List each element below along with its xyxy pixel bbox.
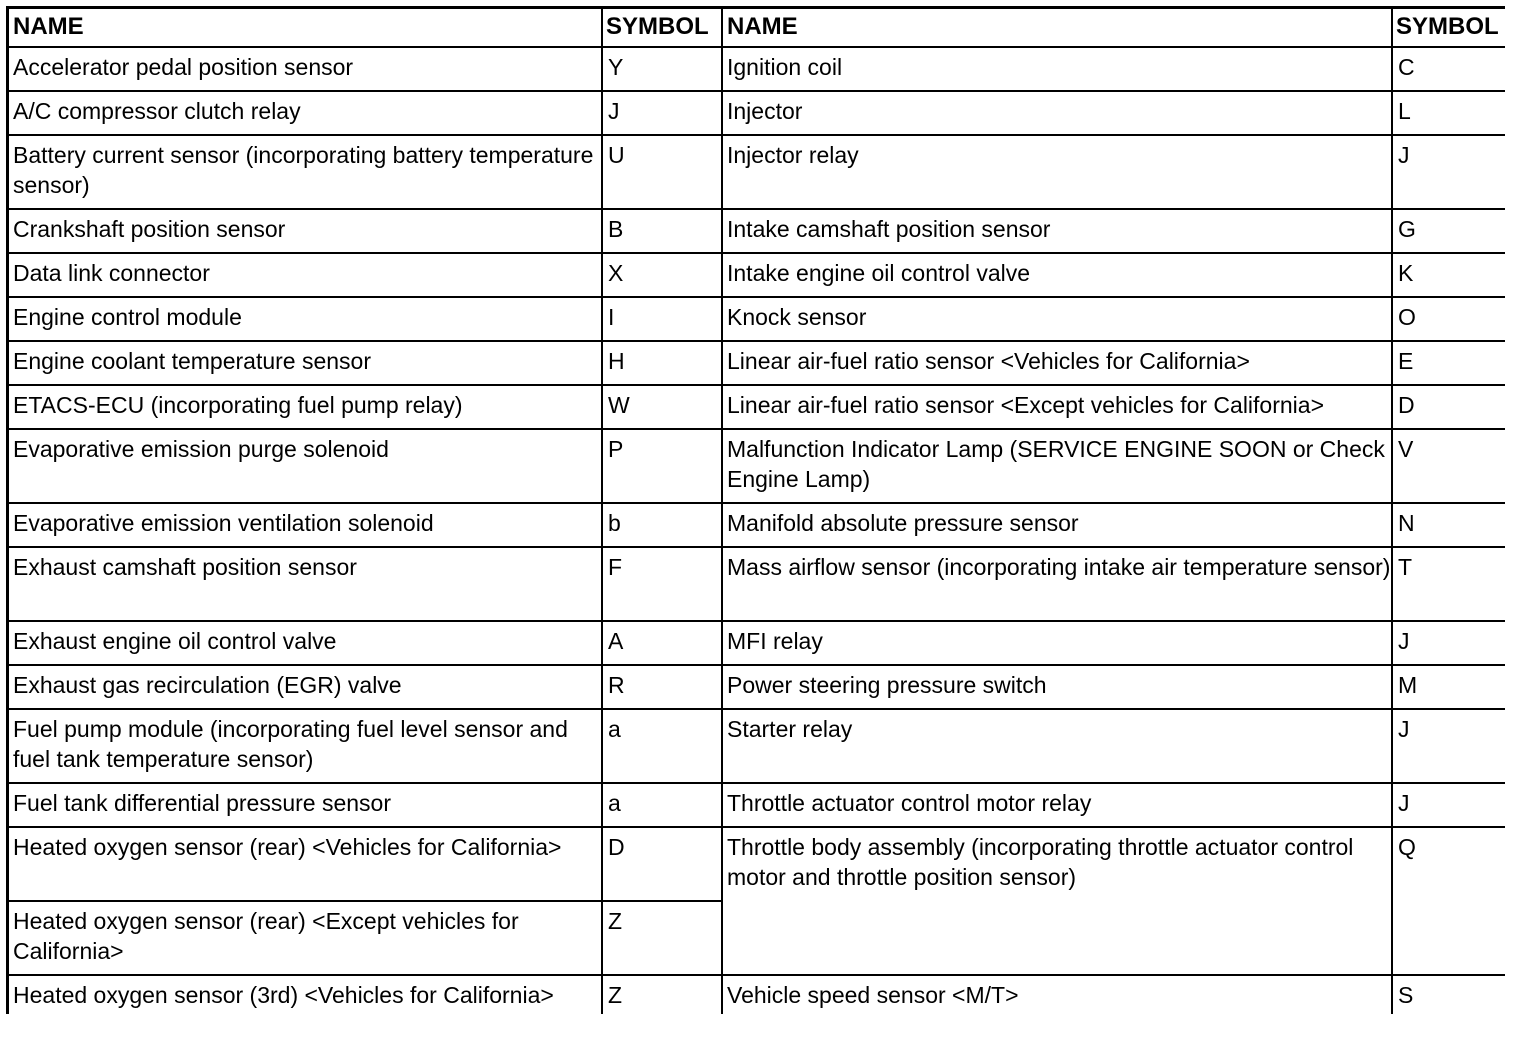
left-row-name: Heated oxygen sensor (rear) <Except vehicles for California> (9, 902, 601, 974)
left-row-symbol: P (603, 430, 721, 502)
right-row-name: MFI relay (723, 622, 1391, 664)
right-row-name: Vehicle speed sensor <M/T> (723, 976, 1391, 1049)
left-row-name: Heated oxygen sensor (3rd) <Vehicles for California> (9, 976, 601, 1049)
left-row-symbol: X (603, 254, 721, 296)
right-row-symbol: E (1393, 342, 1508, 384)
header-left-name: NAME (9, 9, 601, 46)
right-row-name: Knock sensor (723, 298, 1391, 340)
right-row-symbol: J (1393, 136, 1508, 208)
right-row-symbol: J (1393, 784, 1508, 826)
right-row-symbol: N (1393, 504, 1508, 546)
right-row-symbol: M (1393, 666, 1508, 708)
left-row-symbol: b (603, 504, 721, 546)
right-row-name: Manifold absolute pressure sensor (723, 504, 1391, 546)
right-row-symbol: T (1393, 548, 1508, 620)
header-left-symbol: SYMBOL (603, 9, 721, 46)
right-row-symbol: G (1393, 210, 1508, 252)
left-row-name: Exhaust camshaft position sensor (9, 548, 601, 620)
right-row-symbol: L (1393, 92, 1508, 134)
right-row-name: Injector (723, 92, 1391, 134)
left-row-symbol: a (603, 784, 721, 826)
right-row-name: Throttle actuator control motor relay (723, 784, 1391, 826)
left-row-symbol: a (603, 710, 721, 782)
right-row-symbol: K (1393, 254, 1508, 296)
left-row-name: Engine control module (9, 298, 601, 340)
left-row-symbol: J (603, 92, 721, 134)
right-row-name: Throttle body assembly (incorporating throttle actuator control motor and throttle position sensor) (723, 828, 1391, 974)
left-row-symbol: Z (603, 902, 721, 974)
right-row-name: Starter relay (723, 710, 1391, 782)
left-row-symbol: F (603, 548, 721, 620)
left-row-name: Heated oxygen sensor (rear) <Vehicles for California> (9, 828, 601, 900)
component-symbol-table (6, 6, 1505, 1014)
left-row-name: A/C compressor clutch relay (9, 92, 601, 134)
right-row-symbol: J (1393, 622, 1508, 664)
right-row-name: Power steering pressure switch (723, 666, 1391, 708)
right-row-name: Ignition coil (723, 48, 1391, 90)
left-row-name: Data link connector (9, 254, 601, 296)
left-row-symbol: A (603, 622, 721, 664)
right-row-name: Intake engine oil control valve (723, 254, 1391, 296)
right-row-name: Intake camshaft position sensor (723, 210, 1391, 252)
left-row-symbol: B (603, 210, 721, 252)
left-row-name: Fuel pump module (incorporating fuel level sensor and fuel tank temperature sensor) (9, 710, 601, 782)
left-row-name: Exhaust engine oil control valve (9, 622, 601, 664)
left-row-symbol: R (603, 666, 721, 708)
right-row-name: Malfunction Indicator Lamp (SERVICE ENGINE SOON or Check Engine Lamp) (723, 430, 1391, 502)
right-row-symbol: V (1393, 430, 1508, 502)
left-row-name: Fuel tank differential pressure sensor (9, 784, 601, 826)
left-row-symbol: Z (603, 976, 721, 1049)
left-row-symbol: H (603, 342, 721, 384)
left-row-symbol: U (603, 136, 721, 208)
left-row-symbol: I (603, 298, 721, 340)
right-row-symbol: C (1393, 48, 1508, 90)
right-row-symbol: S (1393, 976, 1508, 1049)
header-right-name: NAME (723, 9, 1391, 46)
right-row-name: Linear air-fuel ratio sensor <Vehicles for California> (723, 342, 1391, 384)
right-row-name: Mass airflow sensor (incorporating intake air temperature sensor) (723, 548, 1391, 620)
left-row-symbol: D (603, 828, 721, 900)
left-row-name: Exhaust gas recirculation (EGR) valve (9, 666, 601, 708)
right-row-symbol: O (1393, 298, 1508, 340)
header-right-symbol: SYMBOL (1393, 9, 1508, 46)
right-row-symbol: D (1393, 386, 1508, 428)
right-row-name: Injector relay (723, 136, 1391, 208)
left-row-name: Accelerator pedal position sensor (9, 48, 601, 90)
left-row-name: Engine coolant temperature sensor (9, 342, 601, 384)
left-row-name: Evaporative emission ventilation solenoid (9, 504, 601, 546)
left-row-symbol: Y (603, 48, 721, 90)
left-row-name: Crankshaft position sensor (9, 210, 601, 252)
right-row-symbol: J (1393, 710, 1508, 782)
left-row-symbol: W (603, 386, 721, 428)
left-row-name: Evaporative emission purge solenoid (9, 430, 601, 502)
right-row-name: Linear air-fuel ratio sensor <Except vehicles for California> (723, 386, 1391, 428)
right-row-symbol: Q (1393, 828, 1508, 974)
left-row-name: ETACS-ECU (incorporating fuel pump relay) (9, 386, 601, 428)
left-row-name: Battery current sensor (incorporating battery temperature sensor) (9, 136, 601, 208)
